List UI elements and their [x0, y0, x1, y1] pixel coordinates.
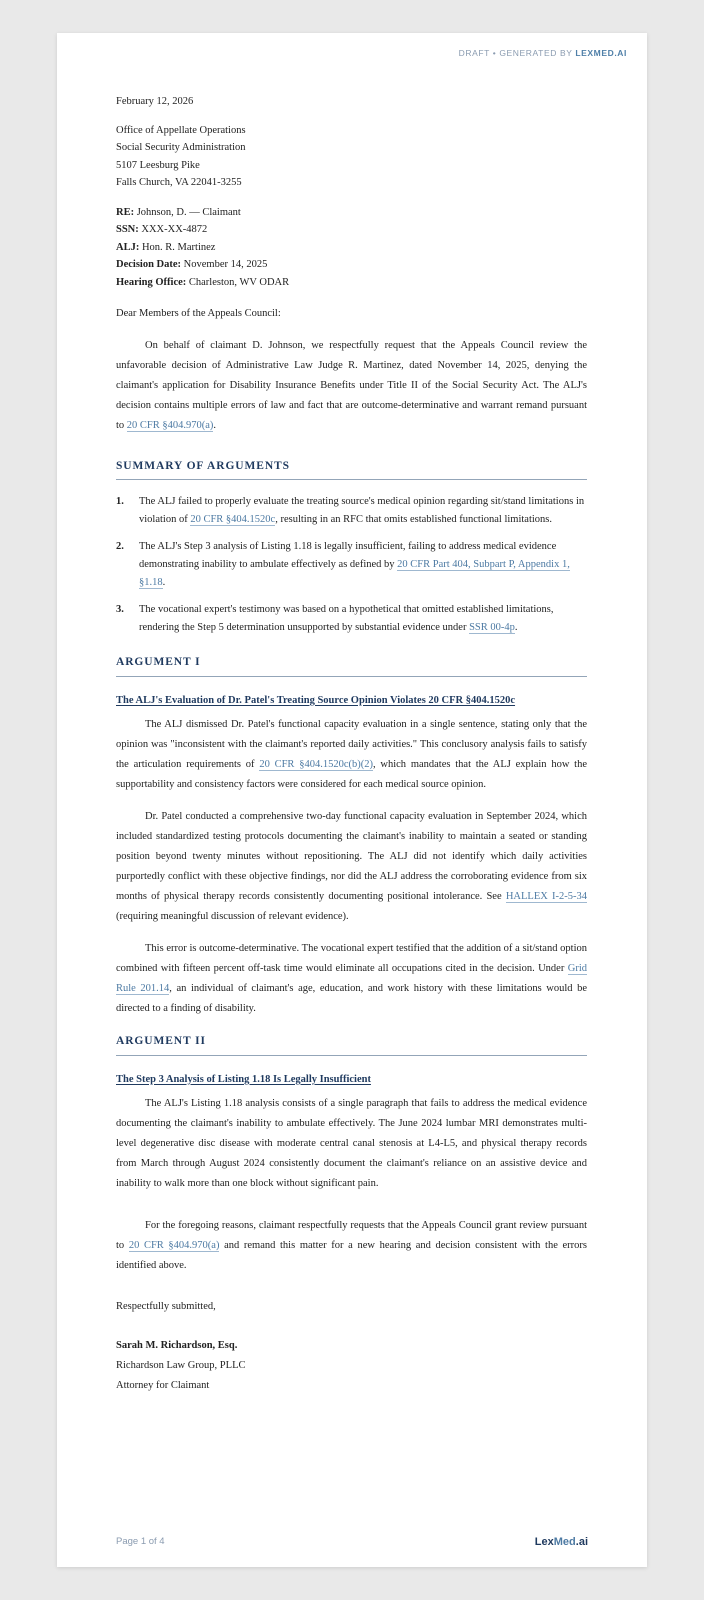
signer-firm: Richardson Law Group, PLLC	[116, 1359, 246, 1371]
ref-line-alj: ALJ: Hon. R. Martinez	[116, 241, 216, 253]
closing-paragraph: For the foregoing reasons, claimant respectfully requests that the Appeals Council grant review pursuant to 20 CFR §404.970(a) and remand this matter for a new hearing and decision consistent with the errors identified above.	[116, 1220, 588, 1271]
ref-line-ssn: SSN: XXX-XX-4872	[116, 224, 208, 235]
ref-line-hearing-office: Hearing Office: Charleston, WV ODAR	[116, 276, 290, 288]
draft-brand: LEXMED.AI	[575, 48, 627, 58]
argument-one-paragraph: This error is outcome-determinative. The vocational expert testified that the addition of a sit/stand option combined with fifteen percent off-task time would eliminate all occupations cited in the decision. Under Grid Rule 201.14, an individual of claimant's age, education, and work history with these limitations would be directed to a finding of disability.	[116, 943, 587, 1014]
argument-one-subheading: The ALJ's Evaluation of Dr. Patel's Treating Source Opinion Violates 20 CFR §404.1520c	[116, 694, 516, 706]
footer-logo: LexMed.ai	[534, 1536, 588, 1548]
argument-one-paragraph: Dr. Patel conducted a comprehensive two-day functional capacity evaluation in September 2024, which included standardized testing protocols documenting the claimant's inability to maintain a seated or standing position beyond twenty minutes without repositioning. The ALJ did not identify which daily activities purportedly conflict with these objective findings, nor did the ALJ address the corroborating evidence from six months of physical therapy records consistently documenting positional intolerance. See HALLEX I-2-5-34 (requiring meaningful discussion of relevant evidence).	[116, 811, 587, 922]
summary-item: 1. The ALJ failed to properly evaluate the treating source's medical opinion regarding sit/stand limitations in violation of 20 CFR §404.1520c, resulting in an RFC that omits established functional limitations.	[116, 496, 585, 525]
summary-list	[116, 493, 587, 637]
intro-paragraph: On behalf of claimant D. Johnson, we respectfully request that the Appeals Council review the unfavorable decision of Administrative Law Judge R. Martinez, dated November 14, 2025, denying the claimant's application for Disability Insurance Benefits under Title II of the Social Security Act. The ALJ's decision contains multiple errors of law and fact that are outcome-determinative and warrant remand pursuant to 20 CFR §404.970(a).	[116, 339, 587, 431]
citation-link[interactable]: SSR 00-4p	[469, 622, 515, 633]
address-line: Social Security Administration	[116, 142, 246, 153]
summary-heading: SUMMARY OF ARGUMENTS	[116, 458, 587, 481]
argument-two-subheading: The Step 3 Analysis of Listing 1.18 Is Legally Insufficient	[116, 1073, 371, 1085]
argument-one-paragraph: The ALJ dismissed Dr. Patel's functional capacity evaluation in a single sentence, stating only that the opinion was "inconsistent with the claimant's reported daily activities." This conclusory analysis fails to satisfy the articulation requirements of 20 CFR §404.1520c(b)(2), which mandates that the ALJ explain how the supportability and consistency factors were considered for each medical source opinion.	[116, 719, 588, 790]
signoff: Respectfully submitted,	[116, 1301, 216, 1312]
citation-link[interactable]: 20 CFR §404.1520c	[190, 514, 276, 525]
summary-item: 3. The vocational expert's testimony was based on a hypothetical that omitted established limitations, rendering the Step 5 determination unsupported by substantial evidence under SSR 00-4p.	[116, 604, 554, 633]
signer-role: Attorney for Claimant	[116, 1379, 210, 1391]
argument-two-paragraph: The ALJ's Listing 1.18 analysis consists of a single paragraph that fails to address the medical evidence documenting the claimant's inability to ambulate effectively. The June 2024 lumbar MRI demonstrates multi-level degenerative disc disease with moderate central canal stenosis at L4-L5, and physical therapy records from March through August 2024 consistently document the claimant's reliance on an assistive device and inability to walk more than one block without significant pain.	[116, 1098, 587, 1189]
signature-block	[116, 1336, 587, 1396]
signer-name: Sarah M. Richardson, Esq.	[116, 1339, 238, 1351]
address-line: 5107 Leesburg Pike	[116, 159, 200, 171]
argument-one-heading: ARGUMENT I	[116, 654, 587, 677]
case-reference	[116, 204, 587, 292]
letter-body	[116, 90, 587, 1396]
page-number: Page 1 of 4	[116, 1536, 165, 1547]
citation-link[interactable]: HALLEX I-2-5-34	[505, 891, 587, 902]
letter-page	[57, 33, 647, 1567]
address-line: Falls Church, VA 22041-3255	[116, 177, 242, 188]
argument-two-heading: ARGUMENT II	[116, 1033, 587, 1056]
address-line: Office of Appellate Operations	[116, 124, 246, 136]
ref-line-decision-date: Decision Date: November 14, 2025	[116, 259, 268, 270]
recipient-address	[116, 122, 587, 192]
summary-item: 2. The ALJ's Step 3 analysis of Listing 1.18 is legally insufficient, failing to address medical evidence demonstrating inability to ambulate effectively as defined by 20 CFR Part 404, Subpart P, Appendix 1, §1.18.	[116, 541, 570, 588]
citation-link[interactable]: 20 CFR §404.970(a)	[126, 419, 214, 431]
citation-link[interactable]: Grid Rule 201.14	[116, 963, 587, 994]
salutation: Dear Members of the Appeals Council:	[116, 308, 281, 319]
citation-link[interactable]: 20 CFR §404.970(a)	[128, 1240, 220, 1251]
draft-label: DRAFT • GENERATED BY	[458, 48, 573, 58]
citation-link[interactable]: 20 CFR §404.1520c(b)(2)	[259, 759, 373, 770]
ref-line-re: RE: Johnson, D. — Claimant	[116, 206, 241, 218]
letter-date: February 12, 2026	[116, 96, 194, 107]
draft-banner	[459, 48, 627, 58]
citation-link[interactable]: 20 CFR Part 404, Subpart P, Appendix 1, §1.18	[139, 559, 570, 588]
